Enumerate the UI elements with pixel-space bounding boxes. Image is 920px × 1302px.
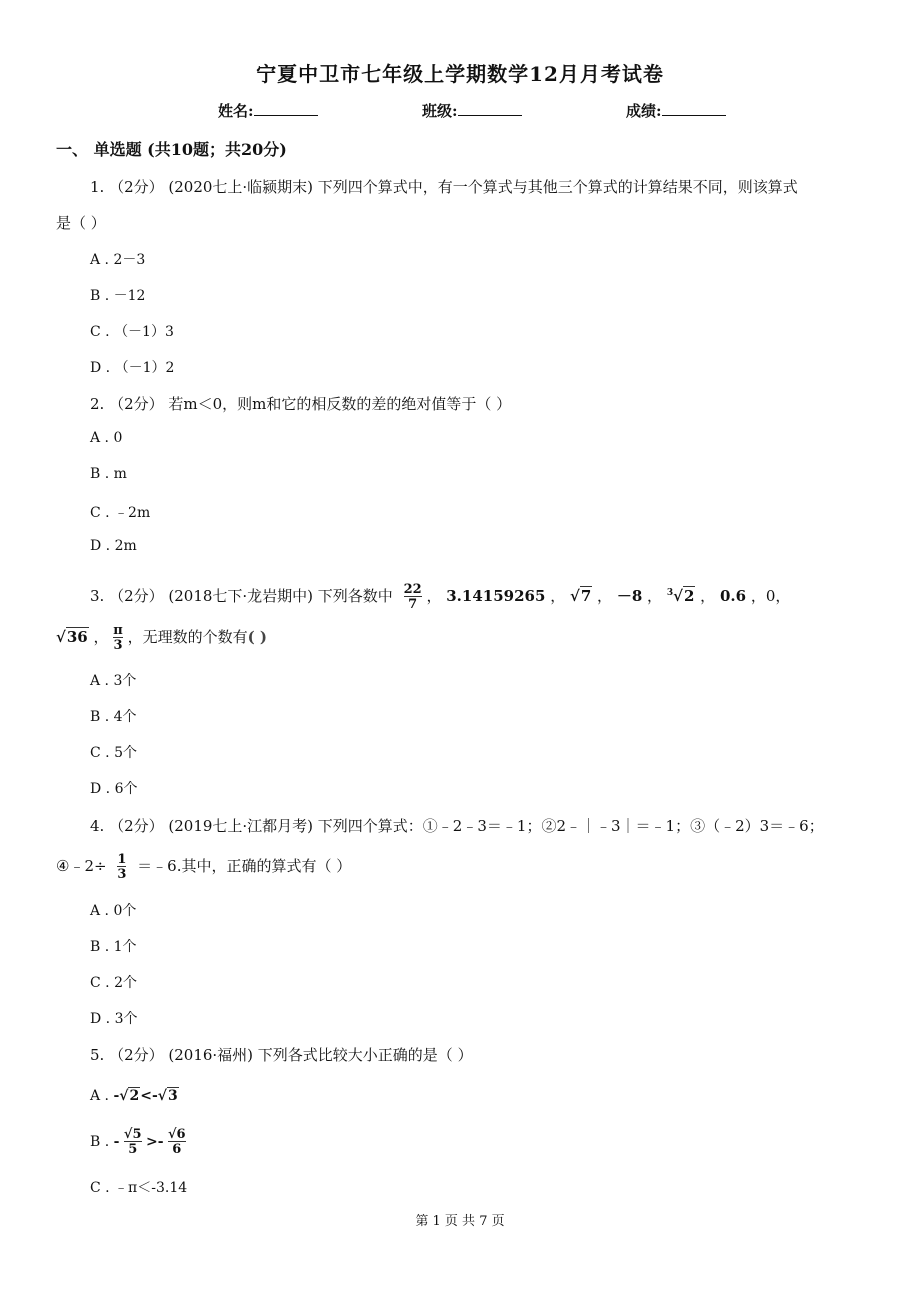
q2-option-b: B . m	[90, 466, 127, 482]
question-2-line1: 2. （2分） 若m＜0，则m和它的相反数的差的绝对值等于（ ）	[90, 395, 512, 413]
q5-sqrt-2: √2	[119, 1088, 140, 1104]
class-blank	[458, 101, 522, 116]
q5-option-b: B . - $\frac{√5}{5}$ >- $\frac{√6}{6}$	[90, 1127, 186, 1157]
q4-fraction-1-3: $\frac{1}{3}$	[117, 852, 127, 882]
name-field	[218, 100, 318, 121]
q1-option-a: A . 2－3	[90, 252, 146, 268]
question-5-line1: 5. （2分） (2016·福州) 下列各式比较大小正确的是（ ）	[90, 1046, 473, 1064]
page-title: 宁夏中卫市七年级上学期数学12月月考试卷	[256, 62, 664, 86]
class-label: 班级:	[422, 102, 458, 120]
q3-sqrt-7: √7	[569, 587, 592, 605]
q3-sqrt-36: √36	[56, 628, 88, 646]
q4-line2-post: ＝﹣6.其中，正确的算式有（ ）	[137, 857, 352, 875]
q2-option-d: D . 2m	[90, 538, 137, 554]
q3-neg-8: －8	[616, 587, 643, 605]
q5-option-c: C . ﹣π＜-3.14	[90, 1180, 188, 1196]
score-label: 成绩:	[626, 102, 662, 120]
q4-option-a: A . 0个	[90, 903, 137, 919]
q2-option-c: C . ﹣2m	[90, 505, 151, 521]
q3-cbrt-2: $^3$√2	[666, 587, 695, 605]
q4-line2-pre: ④﹣2÷	[56, 857, 107, 875]
q5-sqrt-3: √3	[157, 1088, 178, 1104]
q3-option-b: B . 4个	[90, 709, 137, 725]
q3-option-d: D . 6个	[90, 781, 138, 797]
q1-option-b: B . －12	[90, 288, 146, 304]
question-3-line2: √36 ， $\frac{\pi}{3}$ ，无理数的个数有( )	[56, 617, 267, 657]
question-4-line1: 4. （2分） (2019七上·江都月考) 下列四个算式：①﹣2﹣3＝﹣1；②2﹣｜﹣3｜＝﹣1；③（﹣2）3＝﹣6；	[90, 817, 824, 835]
question-4-line2	[56, 846, 351, 886]
q1-option-c: C . （－1）3	[90, 324, 174, 340]
q4-option-d: D . 3个	[90, 1011, 138, 1027]
q4-option-b: B . 1个	[90, 939, 137, 955]
q1-option-d: D . （－1）2	[90, 360, 175, 376]
question-1-line2: 是（ ）	[56, 214, 106, 232]
name-label: 姓名:	[218, 102, 254, 120]
score-field	[626, 100, 726, 121]
score-blank	[662, 101, 726, 116]
q3-pi-decimal: 3.14159265	[446, 587, 546, 605]
q5-fraction-sqrt6-6: $\frac{√6}{6}$	[167, 1127, 186, 1157]
class-field	[422, 100, 522, 121]
q3-tail: ，无理数的个数有	[127, 628, 248, 646]
question-1-line1: 1. （2分） (2020七上·临颍期末) 下列四个算式中，有一个算式与其他三个算式的计算结果不同，则该算式	[90, 178, 798, 196]
q3-option-a: A . 3个	[90, 673, 137, 689]
q4-option-c: C . 2个	[90, 975, 137, 991]
section-title: 一、 单选题 (共10题；共20分)	[56, 140, 287, 159]
q3-option-c: C . 5个	[90, 745, 137, 761]
q3-fraction-22-7: $\frac{22}{7}$	[403, 582, 422, 612]
page-footer: 第 1 页 共 7 页	[415, 1214, 505, 1229]
q3-repeating-decimal: 0.6	[719, 587, 747, 605]
name-blank	[254, 101, 318, 116]
q3-intro: 3. （2分） (2018七下·龙岩期中) 下列各数中	[90, 587, 393, 605]
q3-zero: 0	[765, 587, 776, 605]
q5-option-a: A . -√2<-√3	[90, 1082, 179, 1110]
q2-option-a: A . 0	[90, 430, 123, 446]
q3-paren: ( )	[247, 628, 268, 646]
question-3-line1: 3. （2分） (2018七下·龙岩期中) 下列各数中 $\frac{22}{7}$ ， 3.14159265 ， √7 ， －8 ， $^3$√2 ， 0.6 ，0，	[90, 570, 790, 619]
q5-fraction-sqrt5-5: $\frac{√5}{5}$	[123, 1127, 142, 1157]
q3-fraction-pi-3: $\frac{\pi}{3}$	[113, 623, 123, 653]
